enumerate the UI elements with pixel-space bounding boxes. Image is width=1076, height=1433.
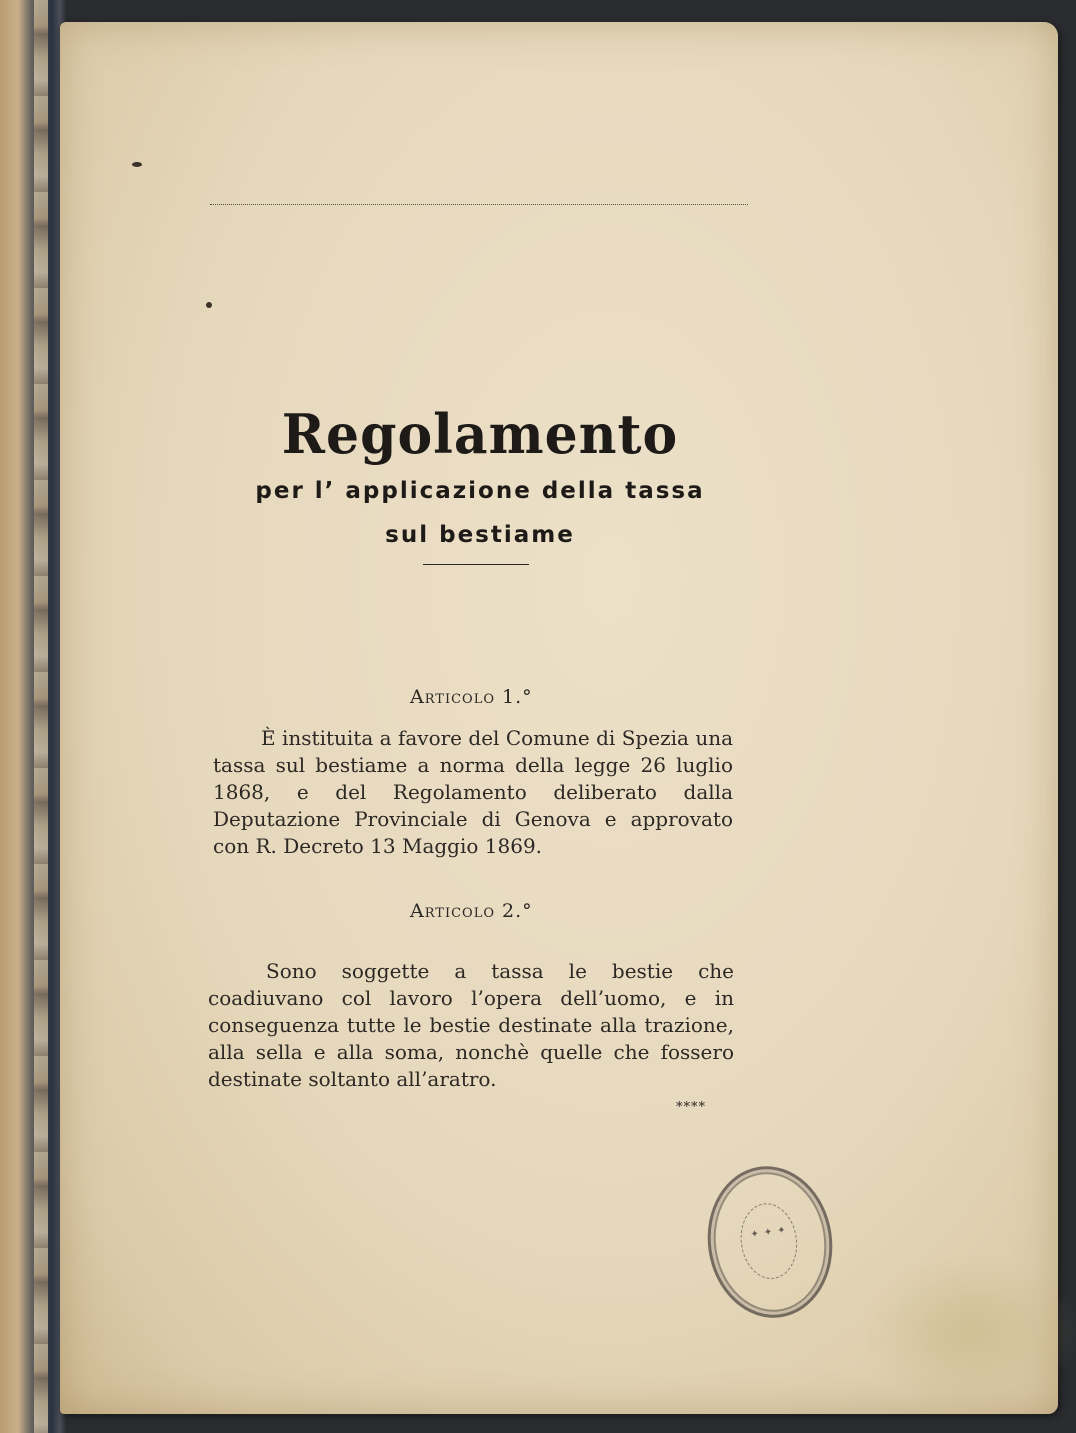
article-2-heading: Articolo 2.°: [410, 900, 533, 922]
book-spine: [0, 0, 66, 1433]
article-2-text: [208, 958, 734, 1093]
article-1-text: [213, 725, 733, 860]
stamp-text: ✦ ✦ ✦: [749, 1224, 788, 1241]
book-page: [60, 22, 1058, 1414]
article-1-paragraph: È instituita a favore del Comune di Spezia una tassa sul bestiame a norma della legge 26 luglio 1868, e del Regolamento deliberato dalla Deputazione Provinciale di Genova e approvato con R. Decreto 13 Maggio 1869.: [213, 726, 733, 858]
document-subtitle-line-2: sul bestiame: [385, 522, 575, 548]
ink-speck: [132, 162, 142, 167]
ink-speck: [206, 302, 212, 308]
article-1-heading: Articolo 1.°: [410, 686, 533, 708]
document-subtitle-line-1: per l’ applicazione della tassa: [255, 478, 705, 504]
paper-stain: [860, 1252, 1076, 1412]
document-title: Regolamento: [281, 402, 679, 467]
title-divider: [423, 564, 529, 565]
dotted-header-rule: [210, 204, 748, 205]
facing-page-edge: [34, 0, 48, 1433]
article-2-paragraph: Sono soggette a tassa le bestie che coadiuvano col lavoro l’opera dell’uomo, e in conseguenza tutte le bestie destinate alla trazione, alla sella e alla soma, nonchè quelle che fossero destinate soltanto all’aratro.: [208, 959, 734, 1091]
end-mark: ****: [676, 1100, 706, 1115]
library-stamp: [698, 1158, 842, 1326]
